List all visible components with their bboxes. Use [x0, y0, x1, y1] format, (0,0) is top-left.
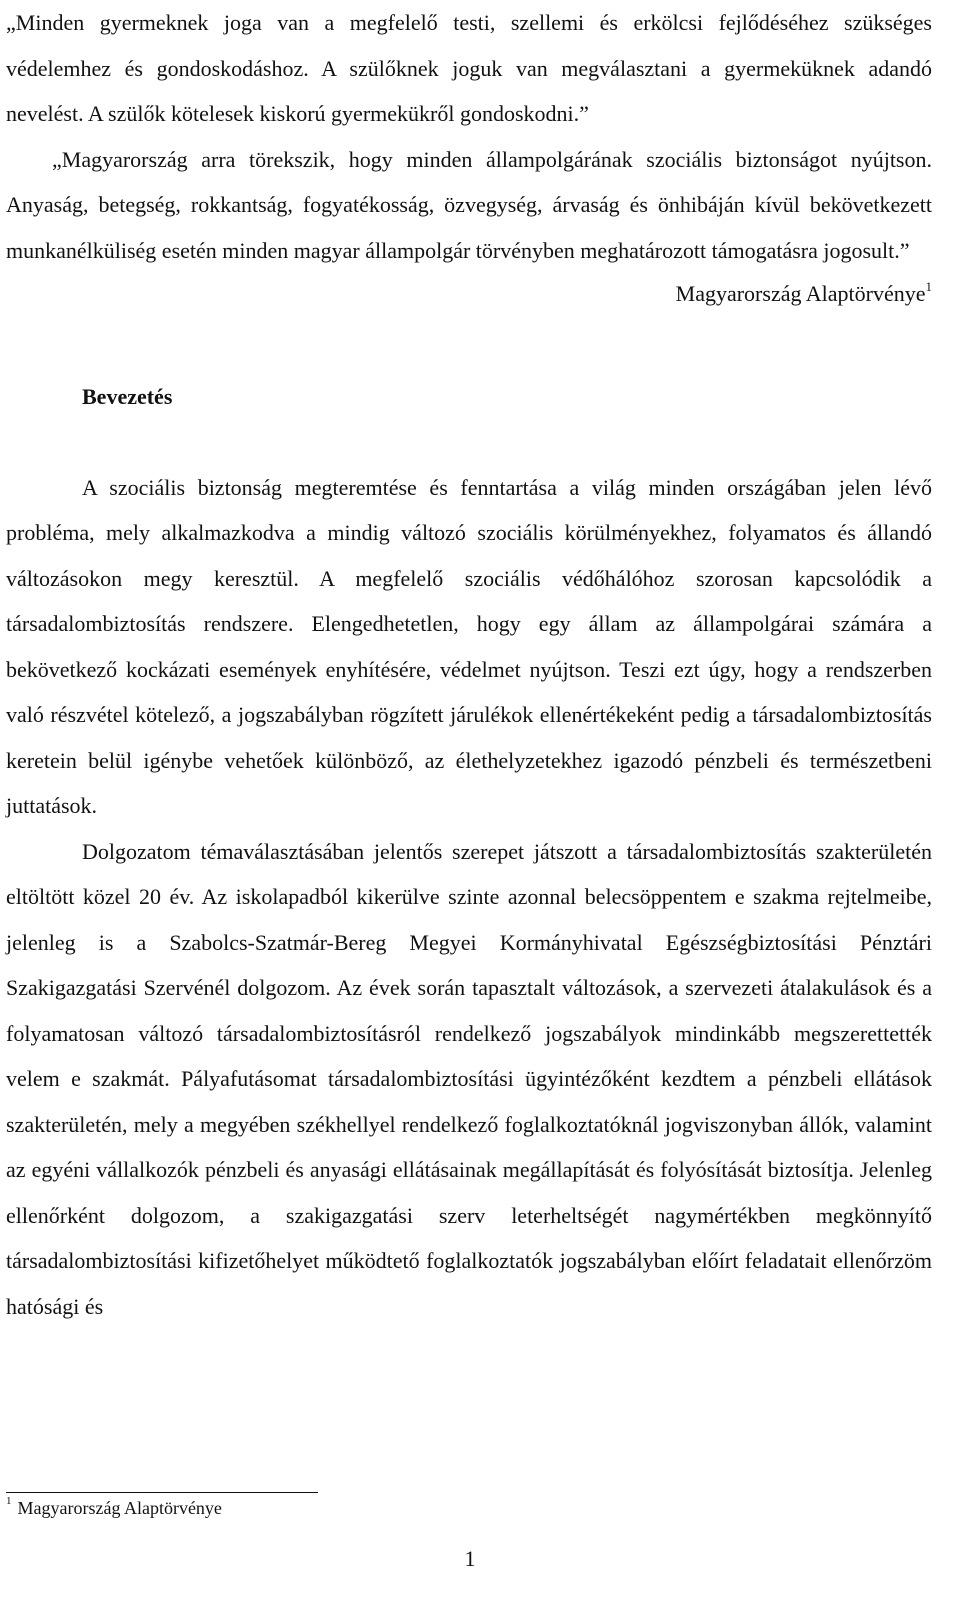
footnote-mark: 1 — [6, 1495, 12, 1507]
document-page — [6, 0, 932, 1329]
epigraph — [6, 0, 932, 317]
section-heading: Bevezetés — [82, 383, 173, 409]
footnote — [6, 1494, 222, 1522]
attribution-footnote-mark[interactable]: 1 — [925, 278, 932, 294]
body-paragraph-2: Dolgozatom témaválasztásában jelentős szerepet játszott a társadalombiztosítás szakterületén eltöltött közel 20 év. Az iskolapadból kikerülve szinte azonnal belecsöppentem e szakma rejtelmeibe, jelenleg is a Szabolcs-Szatmár-Bereg Megyei Kormányhivatal Egészségbiztosítási Pénztári Szakigazgatási Szervénél dolgozom. Az évek során tapasztalt változások, a szervezeti átalakulások és a folyamatosan változó társadalombiztosításról rendelkező jogszabályok mindinkább megszerettették velem e szakmát. Pályafutásomat társadalombiztosítási ügyintézőként kezdtem a pénzbeli ellátások szakterületén, mely a megyében székhellyel rendelkező foglalkoztatóknál jogviszonyban állók, valamint az egyéni vállalkozók pénzbeli és anyasági ellátásainak megállapítását és folyósítását biztosítja. Jelenleg ellenőrként dolgozom, a szakigazgatási szerv leterheltségét nagymértékben megkönnyítő társadalombiztosítási kifizetőhelyet működtető foglalkoztatók jogszabályban előírt feladatait ellenőrzöm hatósági és — [6, 838, 932, 1319]
attribution-text: Magyarország Alaptörvénye — [675, 281, 926, 306]
page-number: 1 — [464, 1546, 476, 1571]
footnote-separator — [6, 1492, 318, 1493]
section-body — [6, 465, 932, 1330]
epigraph-attribution — [6, 271, 932, 317]
epigraph-paragraph-2: „Magyarország arra törekszik, hogy minden állampolgárának szociális biztonságot nyújtson. Anyaság, betegség, rokkantság, fogyatékosság, özvegység, árvaság és önhibáján kívül bekövetkezett munkanélküliség esetén minden magyar állampolgár törvényben meghatározott támogatásra jogosult.” — [6, 146, 932, 263]
footnote-text: Magyarország Alaptörvénye — [17, 1498, 222, 1518]
body-paragraph-1: A szociális biztonság megteremtése és fenntartása a világ minden országában jelen lévő probléma, mely alkalmazkodva a mindig változó szociális körülményekhez, folyamatos és állandó változásokon megy keresztül. A megfelelő szociális védőhálóhoz szorosan kapcsolódik a társadalombiztosítás rendszere. Elengedhetetlen, hogy egy állam az állampolgárai számára a bekövetkező kockázati események enyhítésére, védelmet nyújtson. Teszi ezt úgy, hogy a rendszerben való részvétel kötelező, a jogszabályban rögzített járulékok ellenértékeként pedig a társadalombiztosítás keretein belül igénybe vehetőek különböző, az élethelyzetekhez igazodó pénzbeli és természetbeni juttatások. — [6, 474, 932, 818]
epigraph-paragraph-1: „Minden gyermeknek joga van a megfelelő testi, szellemi és erkölcsi fejlődéséhez szükséges védelemhez és gondoskodáshoz. A szülőknek joguk van megválasztani a gyermeküknek adandó nevelést. A szülők kötelesek kiskorú gyermekükről gondoskodni.” — [6, 10, 932, 126]
